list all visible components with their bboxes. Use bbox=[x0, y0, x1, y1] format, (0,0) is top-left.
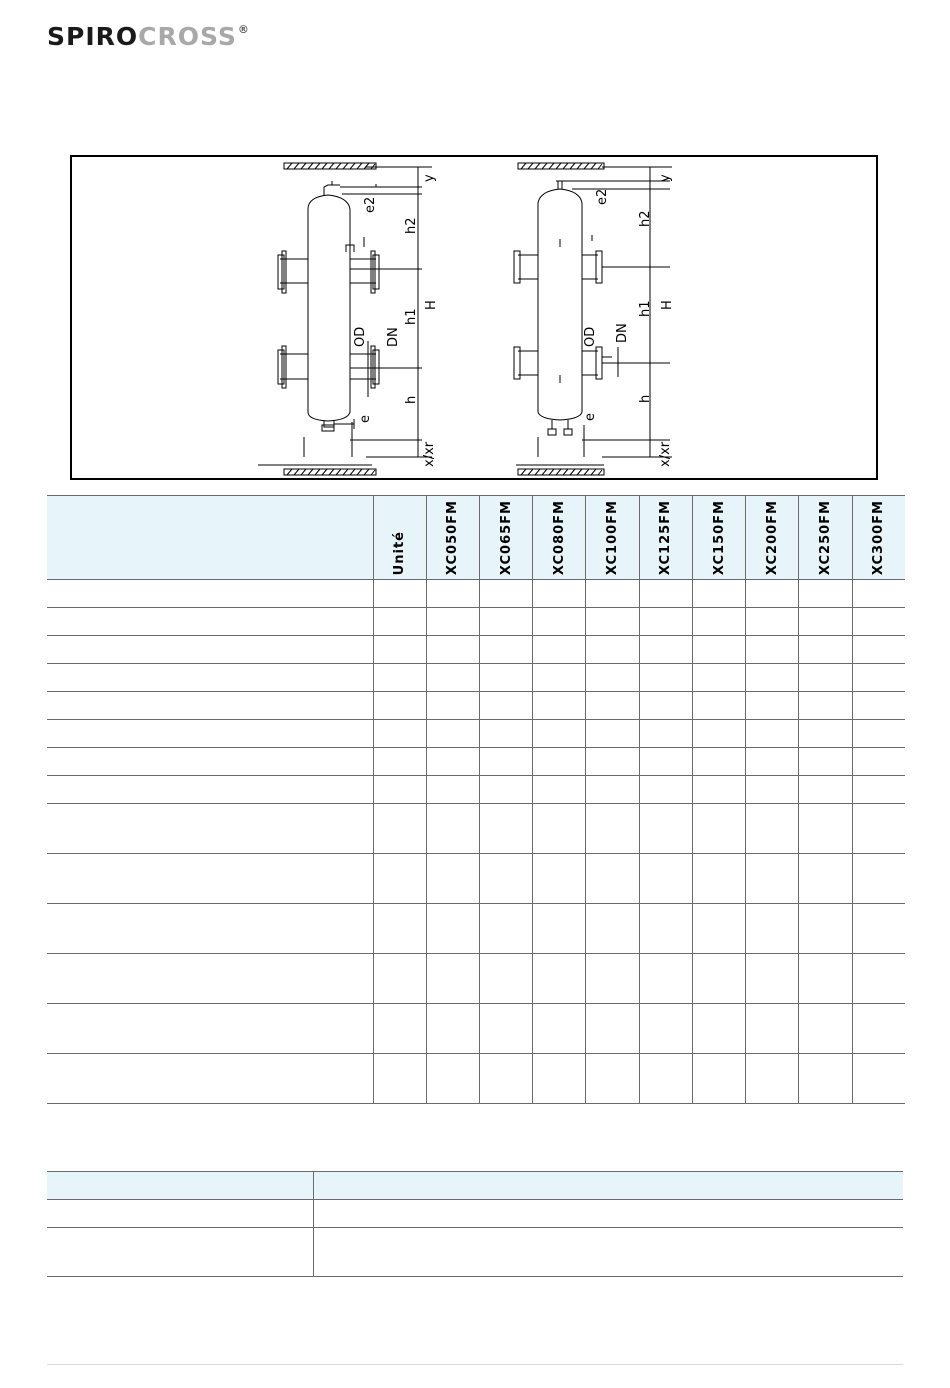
spec-cell-description bbox=[47, 1004, 373, 1054]
spec-table-row bbox=[47, 692, 905, 720]
spec-cell-value bbox=[639, 692, 692, 720]
spec-cell-value bbox=[799, 748, 852, 776]
spec-cell-value bbox=[479, 1004, 532, 1054]
spec-cell-value bbox=[639, 1054, 692, 1104]
spec-cell-value bbox=[799, 636, 852, 664]
spec-cell-value bbox=[852, 692, 905, 720]
options-header-right bbox=[314, 1172, 904, 1200]
model-header-text: XC150FM bbox=[711, 500, 727, 576]
options-table-row bbox=[47, 1200, 903, 1228]
spec-cell-description bbox=[47, 748, 373, 776]
spec-cell-value bbox=[373, 804, 426, 854]
spec-table-row bbox=[47, 636, 905, 664]
spec-cell-value bbox=[373, 954, 426, 1004]
spirocross-logo bbox=[47, 24, 250, 49]
spec-cell-value bbox=[799, 776, 852, 804]
spec-cell-value bbox=[692, 904, 745, 954]
spec-cell-value bbox=[852, 904, 905, 954]
dim-label-DN-left: DN bbox=[386, 327, 401, 347]
spec-cell-description bbox=[47, 954, 373, 1004]
spec-cell-value bbox=[426, 636, 479, 664]
spec-cell-value bbox=[426, 954, 479, 1004]
spec-table-row bbox=[47, 748, 905, 776]
spec-cell-value bbox=[692, 776, 745, 804]
spec-cell-value bbox=[586, 904, 639, 954]
dim-label-H-left: H bbox=[424, 300, 439, 310]
model-header-text: XC080FM bbox=[551, 500, 567, 576]
options-table-row bbox=[47, 1228, 903, 1277]
spec-table-row bbox=[47, 776, 905, 804]
spec-cell-value bbox=[852, 720, 905, 748]
spec-cell-value bbox=[426, 692, 479, 720]
spec-cell-value bbox=[746, 776, 799, 804]
spec-cell-value bbox=[586, 608, 639, 636]
spec-cell-description bbox=[47, 904, 373, 954]
spec-cell-description bbox=[47, 854, 373, 904]
spec-cell-description bbox=[47, 1054, 373, 1104]
spec-cell-value bbox=[533, 854, 586, 904]
spec-header-description bbox=[47, 496, 373, 580]
spec-cell-value bbox=[799, 854, 852, 904]
dim-label-e2-left: e2 bbox=[363, 196, 378, 213]
dim-label-xxr-left: x/xr bbox=[422, 441, 437, 467]
dim-label-e-left: e bbox=[358, 415, 373, 423]
spec-cell-value bbox=[639, 636, 692, 664]
options-table-body bbox=[47, 1200, 903, 1277]
spec-cell-value bbox=[586, 1054, 639, 1104]
spec-header-model bbox=[852, 496, 905, 580]
spec-cell-value bbox=[639, 804, 692, 854]
spec-cell-value bbox=[746, 1004, 799, 1054]
spec-cell-value bbox=[533, 904, 586, 954]
spec-table-row bbox=[47, 1004, 905, 1054]
spec-cell-value bbox=[479, 664, 532, 692]
spec-cell-description bbox=[47, 664, 373, 692]
dim-label-h1-right: h1 bbox=[638, 300, 653, 317]
spec-cell-value bbox=[533, 720, 586, 748]
spec-cell-value bbox=[639, 720, 692, 748]
dim-label-xxr-right: x/xr bbox=[658, 441, 673, 467]
options-cell-left bbox=[47, 1228, 314, 1277]
spec-cell-value bbox=[639, 1004, 692, 1054]
spec-cell-value bbox=[479, 904, 532, 954]
spec-cell-value bbox=[426, 776, 479, 804]
dim-label-h2-left: h2 bbox=[404, 217, 419, 234]
spec-cell-value bbox=[746, 580, 799, 608]
spec-cell-value bbox=[746, 664, 799, 692]
spec-cell-description bbox=[47, 804, 373, 854]
spec-cell-value bbox=[533, 1004, 586, 1054]
spec-cell-value bbox=[373, 720, 426, 748]
spec-cell-description bbox=[47, 580, 373, 608]
spec-cell-value bbox=[373, 776, 426, 804]
spec-cell-value bbox=[533, 1054, 586, 1104]
spec-cell-value bbox=[692, 1004, 745, 1054]
spec-table-body bbox=[47, 580, 905, 1104]
dim-label-h2-right: h2 bbox=[638, 210, 653, 227]
spec-table-row bbox=[47, 720, 905, 748]
spec-cell-value bbox=[479, 804, 532, 854]
spec-cell-value bbox=[852, 776, 905, 804]
spec-table-row bbox=[47, 664, 905, 692]
spec-cell-value bbox=[586, 776, 639, 804]
spec-cell-value bbox=[533, 954, 586, 1004]
spec-cell-value bbox=[533, 776, 586, 804]
spec-table-row bbox=[47, 854, 905, 904]
spec-cell-value bbox=[852, 636, 905, 664]
spec-cell-value bbox=[479, 954, 532, 1004]
options-header-row bbox=[47, 1172, 903, 1200]
model-header-text: XC065FM bbox=[498, 500, 514, 576]
spec-cell-value bbox=[586, 804, 639, 854]
unit-header-text: Unité bbox=[392, 530, 408, 576]
spec-cell-value bbox=[533, 748, 586, 776]
spec-cell-value bbox=[746, 1054, 799, 1104]
dim-label-y-left: y bbox=[422, 174, 437, 182]
spec-cell-value bbox=[373, 1054, 426, 1104]
dim-label-DN-right: DN bbox=[615, 323, 630, 343]
drawing-right bbox=[514, 163, 672, 475]
spec-cell-value bbox=[373, 580, 426, 608]
spec-cell-value bbox=[479, 692, 532, 720]
spec-cell-value bbox=[639, 608, 692, 636]
spec-cell-value bbox=[639, 854, 692, 904]
spec-cell-value bbox=[586, 1004, 639, 1054]
spec-cell-description bbox=[47, 692, 373, 720]
dim-label-OD-right: OD bbox=[583, 326, 598, 347]
spec-cell-value bbox=[373, 904, 426, 954]
spec-cell-value bbox=[639, 664, 692, 692]
options-table bbox=[47, 1171, 903, 1277]
logo-part-cross: CROSS bbox=[138, 22, 237, 51]
spec-cell-value bbox=[799, 804, 852, 854]
options-cell-right bbox=[314, 1200, 904, 1228]
spec-cell-value bbox=[799, 904, 852, 954]
spec-cell-value bbox=[639, 904, 692, 954]
spec-cell-value bbox=[799, 692, 852, 720]
model-header-text: XC125FM bbox=[658, 500, 674, 576]
spec-cell-value bbox=[746, 904, 799, 954]
spec-cell-value bbox=[639, 748, 692, 776]
footer-divider bbox=[47, 1364, 903, 1365]
spec-cell-value bbox=[692, 636, 745, 664]
model-header-text: XC050FM bbox=[445, 500, 461, 576]
spec-cell-value bbox=[586, 720, 639, 748]
spec-cell-value bbox=[479, 636, 532, 664]
spec-cell-value bbox=[426, 720, 479, 748]
dim-label-h1-left: h1 bbox=[404, 308, 419, 325]
dim-label-y-right: y bbox=[658, 174, 673, 182]
spec-cell-value bbox=[373, 854, 426, 904]
spec-cell-value bbox=[799, 954, 852, 1004]
dim-label-e-right: e bbox=[583, 413, 598, 421]
spec-cell-value bbox=[639, 776, 692, 804]
options-header-left bbox=[47, 1172, 314, 1200]
spec-cell-value bbox=[426, 1004, 479, 1054]
logo-part-spiro: SPIRO bbox=[47, 22, 139, 51]
spec-table-row bbox=[47, 608, 905, 636]
spec-cell-value bbox=[533, 692, 586, 720]
dim-label-H-right: H bbox=[660, 300, 675, 310]
spec-cell-value bbox=[533, 636, 586, 664]
spec-cell-value bbox=[692, 720, 745, 748]
spec-cell-value bbox=[373, 608, 426, 636]
spec-cell-value bbox=[373, 748, 426, 776]
spec-cell-value bbox=[639, 954, 692, 1004]
spec-cell-value bbox=[586, 954, 639, 1004]
spec-header-row bbox=[47, 496, 905, 580]
spec-cell-description bbox=[47, 720, 373, 748]
spec-cell-value bbox=[746, 608, 799, 636]
model-header-text: XC250FM bbox=[818, 500, 833, 576]
spec-cell-value bbox=[533, 804, 586, 854]
spec-cell-value bbox=[852, 854, 905, 904]
spec-header-model bbox=[692, 496, 745, 580]
model-header-text: XC100FM bbox=[605, 500, 621, 576]
spec-cell-value bbox=[533, 608, 586, 636]
spec-cell-value bbox=[479, 1054, 532, 1104]
spec-header-model bbox=[746, 496, 799, 580]
dim-label-e2-right: e2 bbox=[595, 188, 610, 205]
spec-cell-value bbox=[479, 748, 532, 776]
spec-cell-description bbox=[47, 636, 373, 664]
spec-cell-value bbox=[746, 804, 799, 854]
spec-cell-value bbox=[692, 748, 745, 776]
spec-cell-value bbox=[533, 664, 586, 692]
spec-cell-value bbox=[426, 904, 479, 954]
spec-cell-value bbox=[479, 608, 532, 636]
spec-table-row bbox=[47, 1054, 905, 1104]
spec-cell-value bbox=[799, 1054, 852, 1104]
spec-cell-value bbox=[692, 664, 745, 692]
spec-cell-value bbox=[852, 954, 905, 1004]
spec-cell-value bbox=[426, 580, 479, 608]
spec-cell-value bbox=[586, 664, 639, 692]
spec-cell-value bbox=[373, 1004, 426, 1054]
spec-header-model bbox=[479, 496, 532, 580]
spec-cell-value bbox=[639, 580, 692, 608]
spec-cell-value bbox=[373, 692, 426, 720]
spec-header-unit bbox=[373, 496, 426, 580]
spec-header-model bbox=[639, 496, 692, 580]
dim-label-h-right: h bbox=[638, 394, 653, 403]
spec-cell-value bbox=[373, 664, 426, 692]
spec-cell-value bbox=[692, 692, 745, 720]
spec-cell-value bbox=[746, 720, 799, 748]
spec-table-row bbox=[47, 580, 905, 608]
dim-label-OD-left: OD bbox=[353, 326, 368, 347]
spec-cell-value bbox=[852, 1054, 905, 1104]
spec-header-model bbox=[533, 496, 586, 580]
technical-drawing-frame bbox=[70, 155, 878, 480]
spec-cell-value bbox=[426, 854, 479, 904]
spec-cell-value bbox=[799, 720, 852, 748]
spec-cell-value bbox=[479, 776, 532, 804]
spec-cell-value bbox=[586, 748, 639, 776]
options-cell-right bbox=[314, 1228, 904, 1277]
spec-cell-description bbox=[47, 776, 373, 804]
spec-cell-value bbox=[852, 804, 905, 854]
spec-cell-value bbox=[426, 664, 479, 692]
spec-cell-value bbox=[692, 1054, 745, 1104]
spec-cell-value bbox=[746, 692, 799, 720]
spec-cell-value bbox=[852, 608, 905, 636]
spec-cell-value bbox=[746, 954, 799, 1004]
spec-cell-value bbox=[586, 636, 639, 664]
spec-cell-value bbox=[746, 854, 799, 904]
spec-cell-value bbox=[799, 1004, 852, 1054]
spec-cell-value bbox=[533, 580, 586, 608]
spec-cell-value bbox=[586, 692, 639, 720]
registered-mark: ® bbox=[237, 23, 250, 36]
spec-cell-value bbox=[852, 1004, 905, 1054]
spec-cell-value bbox=[746, 636, 799, 664]
spec-cell-value bbox=[426, 748, 479, 776]
spec-cell-value bbox=[426, 608, 479, 636]
spec-cell-value bbox=[479, 580, 532, 608]
specifications-table bbox=[47, 495, 905, 1104]
spec-table-row bbox=[47, 954, 905, 1004]
spec-cell-value bbox=[692, 954, 745, 1004]
spec-cell-value bbox=[692, 608, 745, 636]
spec-cell-value bbox=[852, 580, 905, 608]
spec-header-model bbox=[586, 496, 639, 580]
dim-label-h-left: h bbox=[404, 395, 419, 404]
spec-table-row bbox=[47, 804, 905, 854]
spec-cell-value bbox=[586, 580, 639, 608]
spec-cell-value bbox=[426, 1054, 479, 1104]
spec-cell-value bbox=[373, 636, 426, 664]
options-cell-left bbox=[47, 1200, 314, 1228]
spec-cell-value bbox=[852, 748, 905, 776]
spec-cell-value bbox=[799, 664, 852, 692]
spec-table-row bbox=[47, 904, 905, 954]
spec-cell-description bbox=[47, 608, 373, 636]
spec-cell-value bbox=[426, 804, 479, 854]
spec-cell-value bbox=[692, 854, 745, 904]
spec-cell-value bbox=[479, 720, 532, 748]
spec-cell-value bbox=[852, 664, 905, 692]
spec-cell-value bbox=[799, 608, 852, 636]
dimension-drawings bbox=[72, 157, 880, 482]
spec-cell-value bbox=[746, 748, 799, 776]
spec-cell-value bbox=[692, 804, 745, 854]
spec-cell-value bbox=[692, 580, 745, 608]
spec-cell-value bbox=[586, 854, 639, 904]
spec-cell-value bbox=[799, 580, 852, 608]
spec-header-model bbox=[799, 496, 852, 580]
model-header-text: XC300FM bbox=[871, 500, 887, 576]
spec-cell-value bbox=[479, 854, 532, 904]
spec-header-model bbox=[426, 496, 479, 580]
model-header-text: XC200FM bbox=[764, 500, 780, 576]
